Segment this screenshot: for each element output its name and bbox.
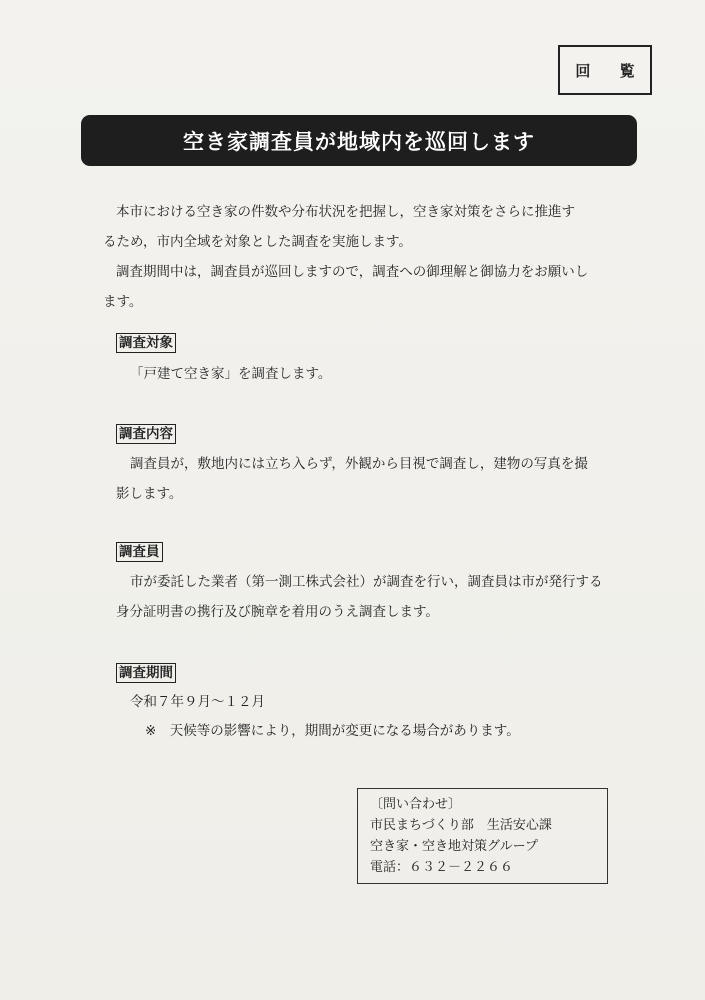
- section-label-target: 調査対象: [116, 333, 176, 353]
- intro-line-2: るため，市内全域を対象とした調査を実施します。: [103, 234, 412, 250]
- section-label-period: 調査期間: [116, 663, 176, 683]
- contact-dept: 市民まちづくり部 生活安心課: [370, 818, 552, 833]
- surveyor-line-2: 身分証明書の携行及び腕章を着用のうえ調査します。: [116, 604, 439, 620]
- section-label-content: 調査内容: [116, 424, 176, 444]
- surveyor-line-1: 市が委託した業者（第一測工株式会社）が調査を行い，調査員は市が発行する: [130, 574, 603, 590]
- target-line-1: 「戸建て空き家」を調査します。: [130, 366, 332, 382]
- intro-line-1: 本市における空き家の件数や分布状況を把握し，空き家対策をさらに推進す: [116, 204, 575, 220]
- section-label-surveyor: 調査員: [116, 542, 163, 562]
- intro-line-4: ます。: [103, 294, 143, 310]
- content-line-2: 影します。: [116, 486, 183, 502]
- content-line-1: 調査員が，敷地内には立ち入らず，外観から目視で調査し，建物の写真を撮: [130, 456, 588, 472]
- period-line-1: 令和７年９月～１２月: [130, 694, 265, 710]
- contact-box: [357, 788, 608, 884]
- circulation-box: 回 覧: [558, 45, 652, 95]
- intro-line-3: 調査期間中は，調査員が巡回しますので，調査への御理解と御協力をお願いし: [116, 264, 589, 280]
- contact-group: 空き家・空き地対策グループ: [370, 839, 538, 854]
- period-note: ※ 天候等の影響により，期間が変更になる場合があります。: [145, 723, 520, 739]
- contact-heading: 〔問い合わせ〕: [370, 797, 462, 812]
- contact-phone: 電話：６３２－２２６６: [370, 860, 514, 875]
- page-title: 空き家調査員が地域内を巡回します: [81, 115, 637, 166]
